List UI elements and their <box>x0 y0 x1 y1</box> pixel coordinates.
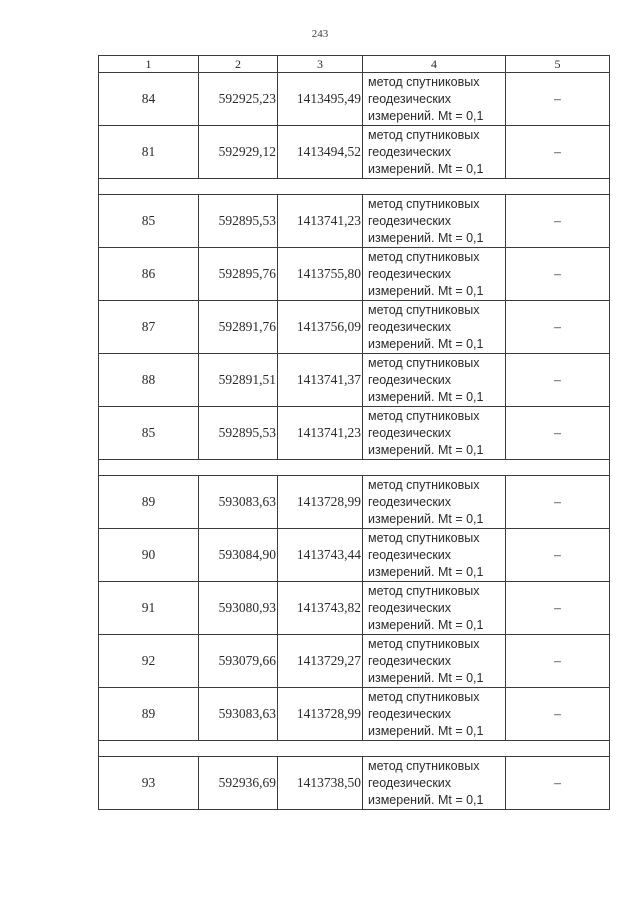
method-line: метод спутниковых <box>368 249 480 264</box>
x-coordinate-cell: 593079,66 <box>199 635 278 688</box>
method-cell <box>363 248 506 301</box>
method-line: метод спутниковых <box>368 758 480 773</box>
method-line: геодезических <box>368 653 452 668</box>
x-coordinate-cell: 592895,53 <box>199 407 278 460</box>
method-line: геодезических <box>368 372 452 387</box>
table-row <box>99 476 610 529</box>
separator-cell <box>99 741 610 757</box>
method-line: измерений. Mt = 0,1 <box>368 108 484 123</box>
x-coordinate-cell: 592925,23 <box>199 73 278 126</box>
header-col-4: 4 <box>363 56 506 73</box>
point-number-cell: 89 <box>99 688 199 741</box>
method-line: геодезических <box>368 144 452 159</box>
method-line: метод спутниковых <box>368 530 480 545</box>
table-row <box>99 757 610 810</box>
description-cell: – <box>506 476 610 529</box>
method-line: геодезических <box>368 547 452 562</box>
method-cell <box>363 582 506 635</box>
method-cell <box>363 195 506 248</box>
x-coordinate-cell: 592895,76 <box>199 248 278 301</box>
method-line: геодезических <box>368 494 452 509</box>
method-line: измерений. Mt = 0,1 <box>368 723 484 738</box>
table-row <box>99 635 610 688</box>
table-row <box>99 126 610 179</box>
description-cell: – <box>506 354 610 407</box>
x-coordinate-cell: 592895,53 <box>199 195 278 248</box>
method-line: измерений. Mt = 0,1 <box>368 670 484 685</box>
point-number-cell: 85 <box>99 407 199 460</box>
y-coordinate-cell: 1413729,27 <box>278 635 363 688</box>
header-col-1: 1 <box>99 56 199 73</box>
description-cell: – <box>506 248 610 301</box>
y-coordinate-cell: 1413743,82 <box>278 582 363 635</box>
table-row <box>99 529 610 582</box>
header-col-3: 3 <box>278 56 363 73</box>
method-line: измерений. Mt = 0,1 <box>368 442 484 457</box>
point-number-cell: 87 <box>99 301 199 354</box>
header-col-5: 5 <box>506 56 610 73</box>
method-line: метод спутниковых <box>368 74 480 89</box>
method-cell <box>363 688 506 741</box>
method-cell <box>363 354 506 407</box>
description-cell: – <box>506 635 610 688</box>
method-line: измерений. Mt = 0,1 <box>368 389 484 404</box>
method-line: геодезических <box>368 266 452 281</box>
method-line: измерений. Mt = 0,1 <box>368 283 484 298</box>
method-line: метод спутниковых <box>368 583 480 598</box>
x-coordinate-cell: 593084,90 <box>199 529 278 582</box>
method-cell <box>363 407 506 460</box>
method-line: измерений. Mt = 0,1 <box>368 617 484 632</box>
point-number-cell: 86 <box>99 248 199 301</box>
page-number: 243 <box>311 28 329 40</box>
separator-cell <box>99 460 610 476</box>
x-coordinate-cell: 593080,93 <box>199 582 278 635</box>
point-number-cell: 92 <box>99 635 199 688</box>
description-cell: – <box>506 582 610 635</box>
x-coordinate-cell: 593083,63 <box>199 688 278 741</box>
y-coordinate-cell: 1413738,50 <box>278 757 363 810</box>
point-number-cell: 93 <box>99 757 199 810</box>
description-cell: – <box>506 126 610 179</box>
method-cell <box>363 301 506 354</box>
method-line: геодезических <box>368 91 452 106</box>
method-line: геодезических <box>368 425 452 440</box>
method-line: метод спутниковых <box>368 127 480 142</box>
y-coordinate-cell: 1413755,80 <box>278 248 363 301</box>
point-number-cell: 88 <box>99 354 199 407</box>
point-number-cell: 85 <box>99 195 199 248</box>
group-separator-row <box>99 179 610 195</box>
method-line: измерений. Mt = 0,1 <box>368 564 484 579</box>
table-row <box>99 582 610 635</box>
y-coordinate-cell: 1413728,99 <box>278 688 363 741</box>
y-coordinate-cell: 1413741,23 <box>278 195 363 248</box>
description-cell: – <box>506 529 610 582</box>
table-row <box>99 73 610 126</box>
point-number-cell: 81 <box>99 126 199 179</box>
header-row <box>99 56 610 73</box>
description-cell: – <box>506 757 610 810</box>
table-row <box>99 301 610 354</box>
method-cell <box>363 757 506 810</box>
y-coordinate-cell: 1413743,44 <box>278 529 363 582</box>
group-separator-row <box>99 460 610 476</box>
description-cell: – <box>506 407 610 460</box>
x-coordinate-cell: 592936,69 <box>199 757 278 810</box>
method-line: геодезических <box>368 319 452 334</box>
header-col-2: 2 <box>199 56 278 73</box>
method-line: метод спутниковых <box>368 408 480 423</box>
group-separator-row <box>99 741 610 757</box>
description-cell: – <box>506 195 610 248</box>
y-coordinate-cell: 1413741,37 <box>278 354 363 407</box>
coordinates-table <box>98 55 610 810</box>
method-line: метод спутниковых <box>368 689 480 704</box>
separator-cell <box>99 179 610 195</box>
method-line: измерений. Mt = 0,1 <box>368 792 484 807</box>
method-line: измерений. Mt = 0,1 <box>368 511 484 526</box>
x-coordinate-cell: 592891,51 <box>199 354 278 407</box>
method-cell <box>363 476 506 529</box>
table-body <box>99 73 610 810</box>
point-number-cell: 90 <box>99 529 199 582</box>
description-cell: – <box>506 73 610 126</box>
method-line: геодезических <box>368 213 452 228</box>
method-cell <box>363 529 506 582</box>
description-cell: – <box>506 301 610 354</box>
method-line: измерений. Mt = 0,1 <box>368 161 484 176</box>
method-cell <box>363 635 506 688</box>
description-cell: – <box>506 688 610 741</box>
table-row <box>99 354 610 407</box>
x-coordinate-cell: 592929,12 <box>199 126 278 179</box>
table-row <box>99 248 610 301</box>
x-coordinate-cell: 592891,76 <box>199 301 278 354</box>
method-cell <box>363 126 506 179</box>
y-coordinate-cell: 1413495,49 <box>278 73 363 126</box>
table-row <box>99 688 610 741</box>
table-row <box>99 407 610 460</box>
point-number-cell: 89 <box>99 476 199 529</box>
table-row <box>99 195 610 248</box>
method-line: метод спутниковых <box>368 477 480 492</box>
y-coordinate-cell: 1413494,52 <box>278 126 363 179</box>
point-number-cell: 84 <box>99 73 199 126</box>
method-line: метод спутниковых <box>368 302 480 317</box>
method-line: метод спутниковых <box>368 355 480 370</box>
method-line: метод спутниковых <box>368 196 480 211</box>
method-line: метод спутниковых <box>368 636 480 651</box>
x-coordinate-cell: 593083,63 <box>199 476 278 529</box>
point-number-cell: 91 <box>99 582 199 635</box>
y-coordinate-cell: 1413756,09 <box>278 301 363 354</box>
y-coordinate-cell: 1413741,23 <box>278 407 363 460</box>
method-cell <box>363 73 506 126</box>
method-line: измерений. Mt = 0,1 <box>368 336 484 351</box>
method-line: геодезических <box>368 775 452 790</box>
method-line: измерений. Mt = 0,1 <box>368 230 484 245</box>
y-coordinate-cell: 1413728,99 <box>278 476 363 529</box>
method-line: геодезических <box>368 600 452 615</box>
method-line: геодезических <box>368 706 452 721</box>
